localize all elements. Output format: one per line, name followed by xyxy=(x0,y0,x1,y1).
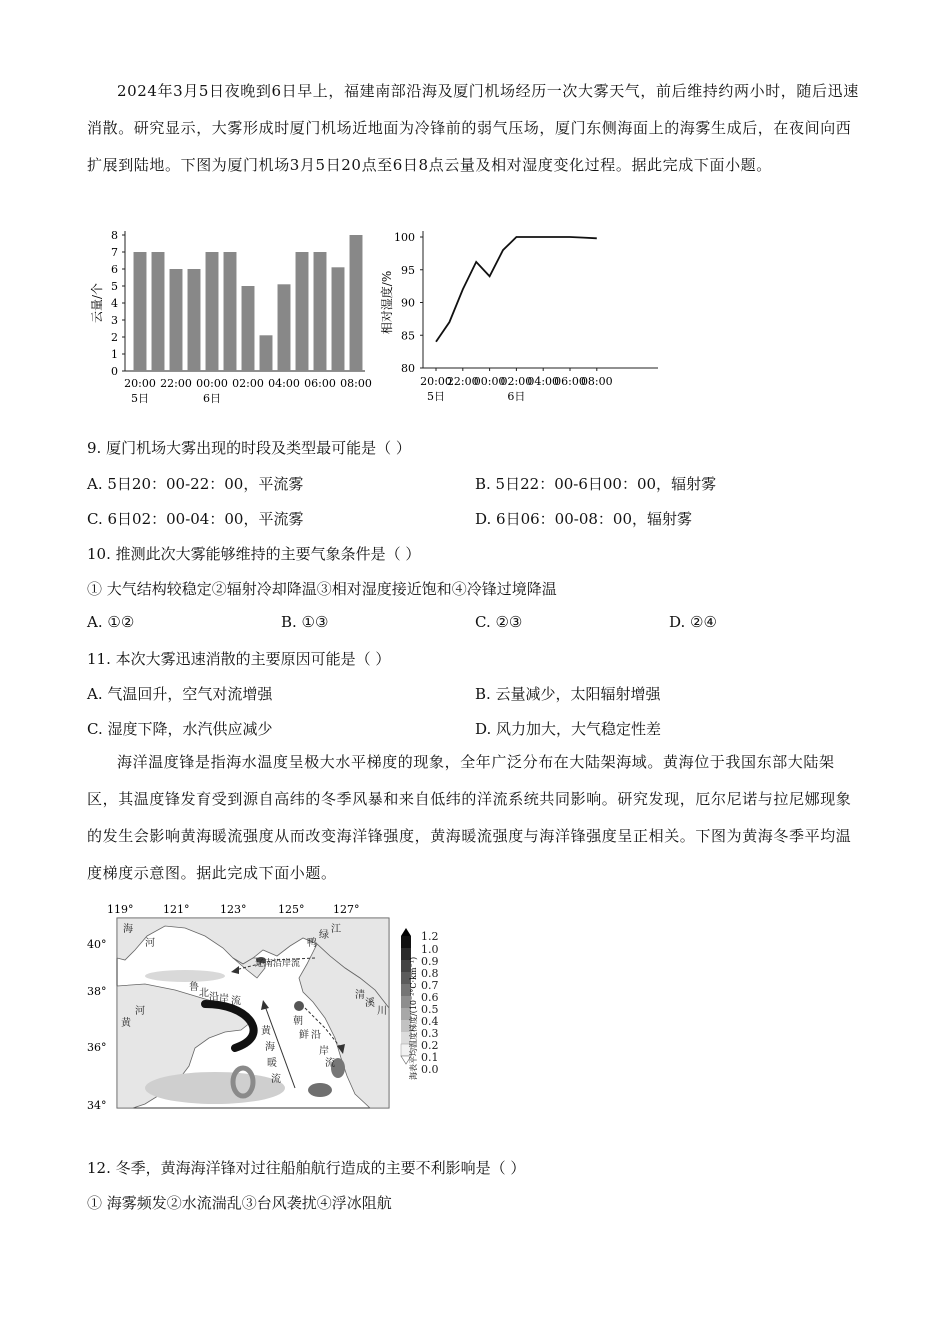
q11-option-b[interactable]: B. 云量减少，太阳辐射增强 xyxy=(475,685,661,703)
bar xyxy=(206,252,219,371)
label-hh1: 黄 xyxy=(261,1026,271,1037)
cb-tick-1.2: 1.2 xyxy=(421,930,439,943)
label-huang: 黄 xyxy=(121,1018,131,1029)
yellow-sea-gradient-map xyxy=(85,898,455,1116)
label-ch4: 岸 xyxy=(319,1046,329,1057)
bar xyxy=(296,252,309,371)
bar xyxy=(134,252,147,371)
label-ch5: 流 xyxy=(325,1058,335,1069)
cb-tick-0.7: 0.7 xyxy=(421,979,439,992)
cb-tick-1.0: 1.0 xyxy=(421,943,439,956)
q11-option-a[interactable]: A. 气温回升，空气对流增强 xyxy=(87,685,273,703)
line-x-tick-label: 04:00 xyxy=(527,375,560,388)
colorbar xyxy=(401,928,439,1080)
cb-tick-0.4: 0.4 xyxy=(421,1015,439,1028)
bar xyxy=(332,267,345,371)
q11-stem: 11. 本次大雾迅速消散的主要原因可能是（ ） xyxy=(87,650,391,668)
q12-stem: 12. 冬季，黄海海洋锋对过往船舶航行造成的主要不利影响是（ ） xyxy=(87,1159,526,1177)
gradient-patch-south xyxy=(145,1072,285,1104)
label-ch2: 鲜 xyxy=(299,1030,309,1041)
bar xyxy=(152,252,165,371)
line-x-tick-label: 20:00 xyxy=(420,375,452,388)
q10-items: ① 大气结构较稳定②辐射冷却降温③相对湿度接近饱和④冷锋过境降温 xyxy=(87,580,557,598)
label-hai: 海 xyxy=(123,924,133,935)
lat-label-40: 40° xyxy=(87,938,107,951)
bar xyxy=(350,235,363,371)
bar xyxy=(242,286,255,371)
bar xyxy=(224,252,237,371)
bar-y-tick-label: 8 xyxy=(111,229,118,242)
cb-tick-0.5: 0.5 xyxy=(421,1003,439,1016)
bar-y-tick-label: 3 xyxy=(111,314,118,327)
colorbar-label: 海表平均温度梯度/(10⁻²°C·km⁻¹) xyxy=(409,956,418,1080)
passage-1: 2024年3月5日夜晚到6日早上，福建南部沿海及厦门机场经历一次大雾天气，前后维持约两小时，随后迅速消散。研究显示，大雾形成时厦门机场近地面为冷锋前的弱气压场，厦门东侧海面上的海雾生成后，在夜间向西扩展到陆地。下图为厦门机场3月5日20点至6日8点云量及相对湿度变化过程。据此完成下面小题。 xyxy=(87,82,859,174)
line-day-label: 5日 xyxy=(427,390,445,403)
label-an: 岸 xyxy=(219,994,229,1005)
label-lu: 鲁 xyxy=(189,982,199,993)
bar-day-label: 6日 xyxy=(203,392,221,405)
humidity-series-line xyxy=(436,237,597,342)
line-y-axis-title: 相对湿度/% xyxy=(380,270,394,335)
q9-option-d[interactable]: D. 6日06：00-08：00，辐射雾 xyxy=(475,510,692,528)
bar-y-tick-label: 5 xyxy=(111,280,118,293)
label-hh4: 流 xyxy=(271,1074,281,1085)
lon-label-119: 119° xyxy=(107,903,134,916)
cb-tick-0.8: 0.8 xyxy=(421,967,439,980)
label-liu1: 流 xyxy=(231,996,241,1007)
label-bei: 北 xyxy=(199,988,209,999)
label-yalu3: 江 xyxy=(331,924,341,935)
line-x-tick-label: 02:00 xyxy=(500,375,533,388)
label-hh2: 海 xyxy=(265,1042,275,1053)
q9-stem: 9. 厦门机场大雾出现的时段及类型最可能是（ ） xyxy=(87,439,411,457)
q9-option-b[interactable]: B. 5日22：00-6日00：00，辐射雾 xyxy=(475,475,717,493)
label-ch1: 朝 xyxy=(293,1016,303,1027)
lon-label-121: 121° xyxy=(163,903,190,916)
bar-x-tick-label: 08:00 xyxy=(340,377,372,390)
bar-x-tick-label: 20:00 xyxy=(124,377,156,390)
bar-y-tick-label: 6 xyxy=(111,263,118,276)
line-y-tick-label: 95 xyxy=(401,263,415,277)
bar xyxy=(278,284,291,371)
bar xyxy=(170,269,183,371)
humidity-chart xyxy=(378,225,663,410)
cb-tick-0.9: 0.9 xyxy=(421,955,439,968)
bar-day-label: 5日 xyxy=(131,392,149,405)
gradient-patch-se xyxy=(308,1083,332,1097)
q11-option-d[interactable]: D. 风力加大，大气稳定性差 xyxy=(475,720,662,738)
bar-y-axis-title: 云量/个 xyxy=(90,282,104,324)
line-x-tick-label: 00:00 xyxy=(473,375,506,388)
bar xyxy=(314,252,327,371)
line-x-tick-label: 22:00 xyxy=(446,375,479,388)
colorbar-top-triangle-icon xyxy=(401,928,411,936)
q12-items: ① 海雾频发②水流湍乱③台风袭扰④浮冰阻航 xyxy=(87,1194,392,1212)
bar-y-tick-label: 7 xyxy=(111,246,118,259)
cb-tick-0.1: 0.1 xyxy=(421,1051,439,1064)
gradient-patch-bohai xyxy=(145,970,225,982)
label-liaonan: 辽南沿岸流 xyxy=(255,959,301,969)
line-y-tick-label: 80 xyxy=(401,362,415,375)
bar-x-tick-label: 06:00 xyxy=(304,377,336,390)
cb-tick-0.2: 0.2 xyxy=(421,1039,439,1052)
bar-x-tick-label: 02:00 xyxy=(232,377,264,390)
line-y-tick-label: 100 xyxy=(394,231,415,244)
q9-option-a[interactable]: A. 5日20：00-22：00，平流雾 xyxy=(87,475,304,493)
label-qing3: 川 xyxy=(377,1006,387,1017)
q9-option-c[interactable]: C. 6日02：00-04：00，平流雾 xyxy=(87,510,304,528)
bar-y-tick-label: 1 xyxy=(111,348,118,361)
bar-y-tick-label: 2 xyxy=(111,331,118,344)
lon-label-125: 125° xyxy=(278,903,305,916)
q11-option-c[interactable]: C. 湿度下降，水汽供应减少 xyxy=(87,720,273,738)
label-ch3: 沿 xyxy=(311,1030,321,1041)
bar xyxy=(260,335,273,371)
cb-tick-0.0: 0.0 xyxy=(421,1063,439,1076)
q10-option-d[interactable]: D. ②④ xyxy=(669,613,717,631)
label-qing2: 溪 xyxy=(365,998,375,1009)
cloud-amount-chart xyxy=(85,225,380,410)
bar xyxy=(188,269,201,371)
bar-y-tick-label: 4 xyxy=(111,297,118,310)
line-y-tick-label: 90 xyxy=(401,296,415,310)
label-qing1: 清 xyxy=(355,990,365,1001)
label-yalu1: 鸭 xyxy=(307,938,317,949)
line-x-tick-label: 06:00 xyxy=(554,375,586,388)
bar-x-tick-label: 00:00 xyxy=(196,377,228,390)
bar-y-tick-label: 0 xyxy=(111,365,118,378)
q10-option-c[interactable]: C. ②③ xyxy=(475,613,523,631)
q10-stem: 10. 推测此次大雾能够维持的主要气象条件是（ ） xyxy=(87,545,421,563)
bar-x-tick-label: 22:00 xyxy=(160,377,192,390)
q10-option-a[interactable]: A. ①② xyxy=(87,613,135,631)
lon-label-127: 127° xyxy=(333,903,360,916)
label-he1: 河 xyxy=(145,938,155,949)
cb-tick-0.3: 0.3 xyxy=(421,1027,439,1040)
lon-label-123: 123° xyxy=(220,903,247,916)
line-x-tick-label: 08:00 xyxy=(580,375,613,388)
line-y-tick-label: 85 xyxy=(401,329,415,343)
bar-x-tick-label: 04:00 xyxy=(268,377,300,390)
q10-option-b[interactable]: B. ①③ xyxy=(281,613,329,631)
label-yalu2: 绿 xyxy=(319,930,329,941)
label-he2: 河 xyxy=(135,1006,145,1017)
passage-2: 海洋温度锋是指海水温度呈极大水平梯度的现象，全年广泛分布在大陆架海域。黄海位于我国东部大陆架区，其温度锋发育受到源自高纬的冬季风暴和来自低纬的洋流系统共同影响。研究发现，厄尔尼诺与拉尼娜现象的发生会影响黄海暖流强度从而改变海洋锋强度，黄海暖流强度与海洋锋强度呈正相关。下图为黄海冬季平均温度梯度示意图。据此完成下面小题。 xyxy=(87,753,852,882)
label-yan: 沿 xyxy=(209,992,219,1003)
lat-label-38: 38° xyxy=(87,985,107,998)
lat-label-34: 34° xyxy=(87,1099,107,1112)
lat-label-36: 36° xyxy=(87,1041,107,1054)
gradient-patch-ch xyxy=(294,1001,304,1011)
line-day-label: 6日 xyxy=(507,390,526,403)
label-hh3: 暖 xyxy=(267,1058,277,1069)
cb-tick-0.6: 0.6 xyxy=(421,991,439,1004)
